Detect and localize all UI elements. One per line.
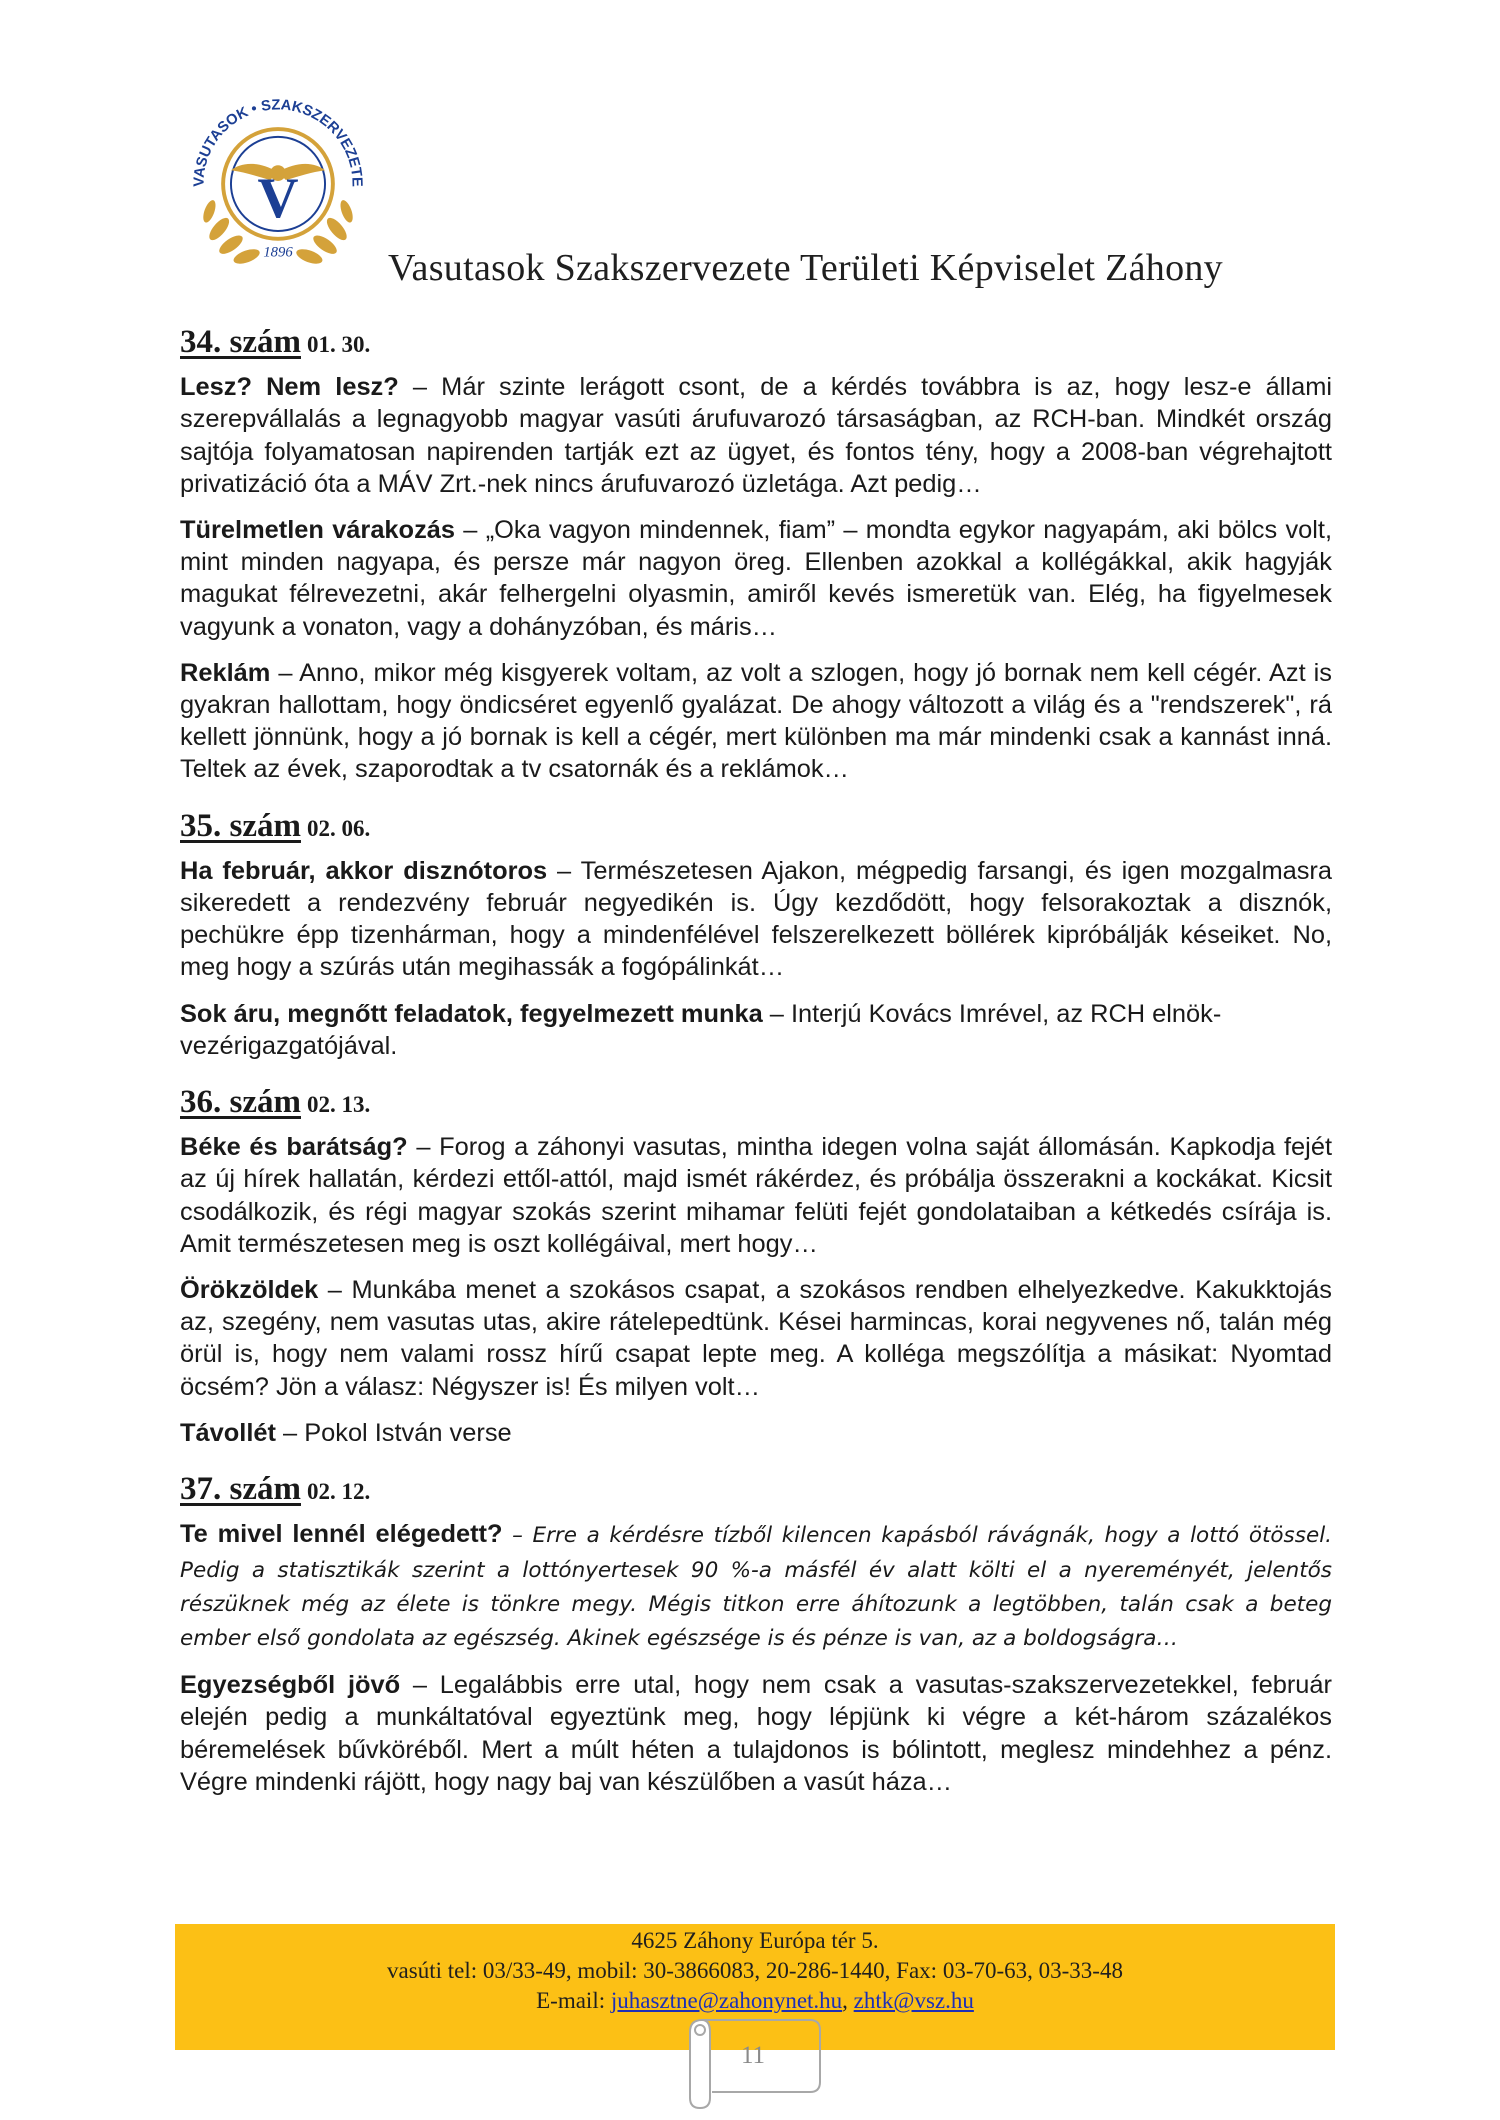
article-body: Forog a záhonyi vasutas, mintha idegen volna saját állomásán. Kapkodja fejét az új hírek hallatán, kérdezi ettől-attól, majd ismét rákérdez, és próbálja összerakni a kockákat. Kicsit csodálkozik, és régi magyar szokás szerint mihamar felüti fejét gondolataiban a kétkedés csírája is. Amit természetesen meg is oszt kollégáival, mert hogy… <box>180 1133 1332 1258</box>
issue-heading <box>180 807 1332 845</box>
page-title: Vasutasok Szakszervezete Területi Képviselet Záhony <box>388 247 1223 289</box>
article-body: Természetesen Ajakon, mégpedig farsangi, és igen mozgalmasra sikeredett a rendezvény február negyedikén is. Úgy kezdődött, hogy felsorakoztak a disznók, pechükre épp tizenhárman, hogy a mindenfélével felszerelkezett böllérek kipróbálják késeiket. No, meg hogy a szúrás után megihassák a fogópálinkát… <box>180 856 1332 982</box>
article-summary: Reklám – Anno, mikor még kisgyerek voltam, az volt a szlogen, hogy jó bornak nem kell cégér. Azt is gyakran hallottam, hogy öndicséret egyenlő gyalázat. De ahogy változott a világ és a "rendszerek", rá kellett jönnünk, hogy a jó bornak is kell a cégér, mert különben ma már mindenki csak a kannást inná. Teltek az évek, szaporodtak a tv csatornák és a reklámok… <box>180 658 1332 784</box>
article-title: Türelmetlen várakozás <box>180 516 456 545</box>
issue-block <box>180 807 1332 1062</box>
issue-date: 02. 06. <box>306 815 371 841</box>
logo-letter: V <box>257 167 299 231</box>
article-summary: Te mivel lennél elégedett? – Erre a kérdésre tízből kilencen kapásból rávágnák, hogy a lottó ötössel. Pedig a statisztikák szerint a lottónyertesek 90 %-a másfél év alatt költi el a nyereményét, jelentős részüknek még az élete is tönkre megy. Mégis titkon erre áhítozunk a legtöbben, talán csak a beteg ember első gondolata az egészség. Akinek egészsége is és pénze is van, az a boldogságra… <box>180 1520 1332 1651</box>
issue-block <box>180 326 1332 786</box>
issue-heading <box>180 1473 1332 1508</box>
page-number-ornament <box>680 2012 826 2112</box>
union-logo <box>180 82 376 278</box>
article-summary: Béke és barátság? – Forog a záhonyi vasutas, mintha idegen volna saját állomásán. Kapkodja fejét az új hírek hallatán, kérdezi ettől-attól, majd ismét rákérdez, és próbálja összerakni a kockákat. Kicsit csodálkozik, és régi magyar szokás szerint mihamar felüti fejét gondolataiban a kétkedés csírája is. Amit természetesen meg is oszt kollégáival, mert hogy… <box>180 1133 1332 1258</box>
article-title: Béke és barátság? <box>180 1133 408 1162</box>
article-body: Erre a kérdésre tízből kilencen kapásból rávágnák, hogy a lottó ötössel. Pedig a statisztikák szerint a lottónyertesek 90 %-a másfél év alatt költi el a nyereményét, jelentős részüknek még az élete is tönkre megy. Mégis titkon erre áhítozunk a legtöbben, talán csak a beteg ember első gondolata az egészség. Akinek egészsége is és pénze is van, az a boldogságra… <box>180 1523 1332 1651</box>
footer-email-line: E-mail: juhasztne@zahonynet.hu, zhtk@vsz.hu <box>536 1988 974 2013</box>
article-body: Interjú Kovács Imrével, az RCH elnök-vezérigazgatójával. <box>180 999 1222 1060</box>
article-body: Anno, mikor még kisgyerek voltam, az volt a szlogen, hogy jó bornak nem kell cégér. Azt is gyakran hallottam, hogy öndicséret egyenlő gyalázat. De ahogy változott a világ és a "rendszerek", rá kellett jönnünk, hogy a jó bornak is kell a cégér, mert különben ma már mindenki csak a kannást inná. Teltek az évek, szaporodtak a tv csatornák és a reklámok… <box>180 658 1332 784</box>
article-summary: Egyezségből jövő – Legalábbis erre utal, hogy nem csak a vasutas-szakszervezetekkel, február elején pedig a munkáltatóval egyeztünk meg, hogy lépjünk ki végre a két-három százalékos béremelések bűvköréből. Mert a múlt héten a tulajdonos is bólintott, meglesz mindehhez a pénz. Végre mindenki rájött, hogy nagy baj van készülőben a vasút háza… <box>180 1671 1332 1796</box>
article-body: Munkába menet a szokásos csapat, a szokásos rendben elhelyezkedve. Kakukktojás az, szegény, nem vasutas utas, akire rátelepedtünk. Kései harmincas, korai negyvenes nő, talán még örül is, hogy nem valami rossz hírű csapat lepte meg. A kolléga megszólítja a másikat: Nyomtad öcsém? Jön a válasz: Négyszer is! És milyen volt… <box>180 1276 1332 1401</box>
article-summary: Türelmetlen várakozás – „Oka vagyon mindennek, fiam” – mondta egykor nagyapám, aki bölcs volt, mint minden nagyapa, és persze már nagyon öreg. Ellenben azokkal a kollégákkal, akik hagyják magukat félrevezetni, akár felhergelni olyasmin, amiről kevés ismeretük van. Elég, ha figyelmesek vagyunk a vonaton, vagy a dohányzóban, és máris… <box>180 516 1333 641</box>
footer-phones: vasúti tel: 03/33-49, mobil: 30-3866083, 20-286-1440, Fax: 03-70-63, 03-33-48 <box>387 1958 1123 1983</box>
article-title: Reklám <box>180 658 271 687</box>
article-title: Távollét <box>180 1418 276 1447</box>
article-title: Örökzöldek <box>180 1276 319 1305</box>
footer-address: 4625 Záhony Európa tér 5. <box>631 1928 879 1953</box>
article-title: Ha február, akkor disznótoros <box>180 856 548 885</box>
issue-block <box>180 1473 1332 1798</box>
issue-number: 34. szám <box>180 324 301 360</box>
article-body: Pokol István verse <box>304 1418 512 1447</box>
email-label: E-mail: <box>536 1988 606 2013</box>
issue-heading <box>180 1086 1332 1121</box>
issue-number: 37. szám <box>180 1471 301 1508</box>
article-body: Legalábbis erre utal, hogy nem csak a vasutas-szakszervezetekkel, február elején pedig a munkáltatóval egyeztünk meg, hogy lépjünk ki végre a két-három százalékos béremelések bűvköréből. Mert a múlt héten a tulajdonos is bólintott, meglesz mindehhez a pénz. Végre mindenki rájött, hogy nagy baj van készülőben a vasút háza… <box>180 1671 1332 1796</box>
email-link-zhtk[interactable]: zhtk@vsz.hu <box>853 1988 974 2013</box>
logo-year: 1896 <box>263 244 293 261</box>
logo-ring-text: VASUTASOK • SZAKSZERVEZETE <box>191 97 365 188</box>
issue-date: 01. 30. <box>306 332 371 357</box>
newsletter-content <box>180 326 1332 1822</box>
article-body: Már szinte lerágott csont, de a kérdés továbbra is az, hogy lesz-e állami szerepvállalás a legnagyobb magyar vasúti árufuvarozó társaságban, az RCH-ban. Mindkét ország sajtója folyamatosan napirenden tartják ezt az ügyet, és fontos tény, hogy a 2008-ban végrehajtott privatizáció óta a MÁV Zrt.-nek nincs árufuvarozó üzletága. Azt pedig… <box>180 373 1332 498</box>
issue-date: 02. 13. <box>306 1092 371 1118</box>
article-title: Egyezségből jövő <box>180 1671 401 1700</box>
article-title: Sok áru, megnőtt feladatok, fegyelmezett munka <box>180 999 763 1028</box>
article-summary: Sok áru, megnőtt feladatok, fegyelmezett munka – Interjú Kovács Imrével, az RCH elnök-vezérigazgatójával. <box>180 999 1222 1060</box>
article-title: Lesz? Nem lesz? <box>180 373 399 402</box>
page-number: 11 <box>740 2042 766 2069</box>
article-title: Te mivel lennél elégedett? <box>180 1520 503 1549</box>
article-summary: Távollét – Pokol István verse <box>180 1418 512 1447</box>
article-body: „Oka vagyon mindennek, fiam” – mondta egykor nagyapám, aki bölcs volt, mint minden nagyapa, és persze már nagyon öreg. Ellenben azokkal a kollégákkal, akik hagyják magukat félrevezetni, akár felhergelni olyasmin, amiről kevés ismeretük van. Elég, ha figyelmesek vagyunk a vonaton, vagy a dohányzóban, és máris… <box>180 516 1333 641</box>
issue-number: 36. szám <box>180 1084 301 1121</box>
issue-heading <box>180 326 1332 361</box>
email-link-juhasztne[interactable]: juhasztne@zahonynet.hu <box>610 1988 843 2013</box>
issue-date: 02. 12. <box>306 1479 371 1505</box>
article-summary: Lesz? Nem lesz? – Már szinte lerágott csont, de a kérdés továbbra is az, hogy lesz-e állami szerepvállalás a legnagyobb magyar vasúti árufuvarozó társaságban, az RCH-ban. Mindkét ország sajtója folyamatosan napirenden tartják ezt az ügyet, és fontos tény, hogy a 2008-ban végrehajtott privatizáció óta a MÁV Zrt.-nek nincs árufuvarozó üzletága. Azt pedig… <box>180 373 1332 498</box>
article-summary: Örökzöldek – Munkába menet a szokásos csapat, a szokásos rendben elhelyezkedve. Kakukktojás az, szegény, nem vasutas utas, akire rátelepedtünk. Kései harmincas, korai negyvenes nő, talán még örül is, hogy nem valami rossz hírű csapat lepte meg. A kolléga megszólítja a másikat: Nyomtad öcsém? Jön a válasz: Négyszer is! És milyen volt… <box>180 1276 1332 1401</box>
issue-block <box>180 1086 1332 1449</box>
issue-number: 35. szám <box>180 807 301 844</box>
article-summary: Ha február, akkor disznótoros – Természetesen Ajakon, mégpedig farsangi, és igen mozgalmasra sikeredett a rendezvény február negyedikén is. Úgy kezdődött, hogy felsorakoztak a disznók, pechükre épp tizenhárman, hogy a mindenfélével felszerelkezett böllérek kipróbálják késeiket. No, meg hogy a szúrás után megihassák a fogópálinkát… <box>180 856 1332 982</box>
